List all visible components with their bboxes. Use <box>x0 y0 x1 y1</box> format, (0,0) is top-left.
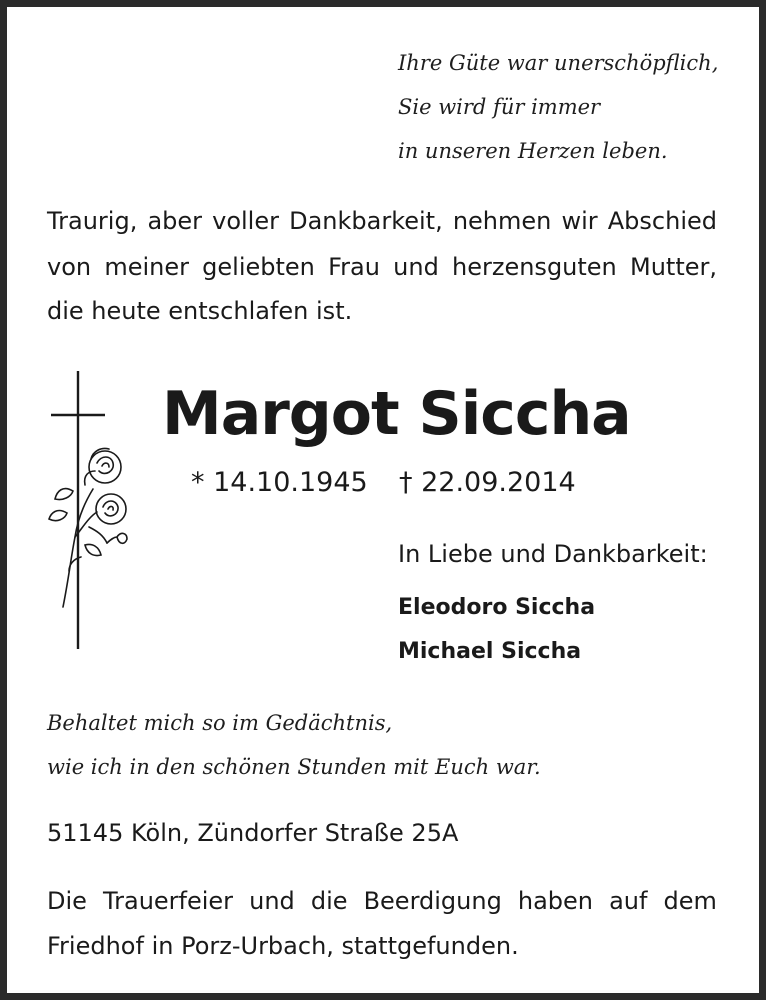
quote-top-line-3: in unseren Herzen leben. <box>398 139 668 163</box>
funeral-word: dem <box>663 887 717 915</box>
intro-word: aber <box>147 207 203 235</box>
funeral-line-1 <box>47 887 717 915</box>
intro-word: Mutter, <box>629 253 717 281</box>
intro-word: nehmen <box>452 207 552 235</box>
address: 51145 Köln, Zündorfer Straße 25A <box>47 819 459 847</box>
intro-word: herzensguten <box>452 253 617 281</box>
mourner-name: Michael Siccha <box>398 639 582 664</box>
funeral-line-2: Friedhof in Porz-Urbach, stattgefunden. <box>47 932 519 960</box>
funeral-word: und <box>249 887 295 915</box>
quote-bottom-line-1: Behaltet mich so im Gedächtnis, <box>47 711 393 735</box>
mourner-name: Eleodoro Siccha <box>398 595 596 620</box>
cross-with-roses <box>45 367 135 657</box>
intro-line-2 <box>47 253 717 281</box>
quote-top-line-1: Ihre Güte war unerschöpflich, <box>398 51 719 75</box>
funeral-word: auf <box>609 887 648 915</box>
quote-top-line-2: Sie wird für immer <box>398 95 601 119</box>
intro-line-3: die heute entschlafen ist. <box>47 297 353 325</box>
intro-word: meiner <box>104 253 189 281</box>
quote-bottom-line-2: wie ich in den schönen Stunden mit Euch war. <box>47 755 541 779</box>
intro-word: voller <box>212 207 279 235</box>
deceased-name: Margot Siccha <box>162 379 631 449</box>
mourners-heading: In Liebe und Dankbarkeit: <box>398 540 708 568</box>
funeral-word: Beerdigung <box>363 887 502 915</box>
funeral-word: haben <box>517 887 594 915</box>
intro-word: wir <box>561 207 598 235</box>
intro-word: Dankbarkeit, <box>289 207 443 235</box>
intro-word: Abschied <box>607 207 717 235</box>
death-date: † 22.09.2014 <box>399 467 576 498</box>
funeral-word: Die <box>47 887 87 915</box>
intro-word: von <box>47 253 92 281</box>
birth-date: * 14.10.1945 <box>191 467 368 498</box>
intro-word: geliebten <box>202 253 315 281</box>
intro-word: Traurig, <box>47 207 138 235</box>
intro-line-1 <box>47 207 717 235</box>
roses-icon <box>49 448 127 607</box>
funeral-word: Trauerfeier <box>102 887 234 915</box>
funeral-word: die <box>310 887 348 915</box>
intro-word: Frau <box>328 253 380 281</box>
intro-word: und <box>393 253 439 281</box>
